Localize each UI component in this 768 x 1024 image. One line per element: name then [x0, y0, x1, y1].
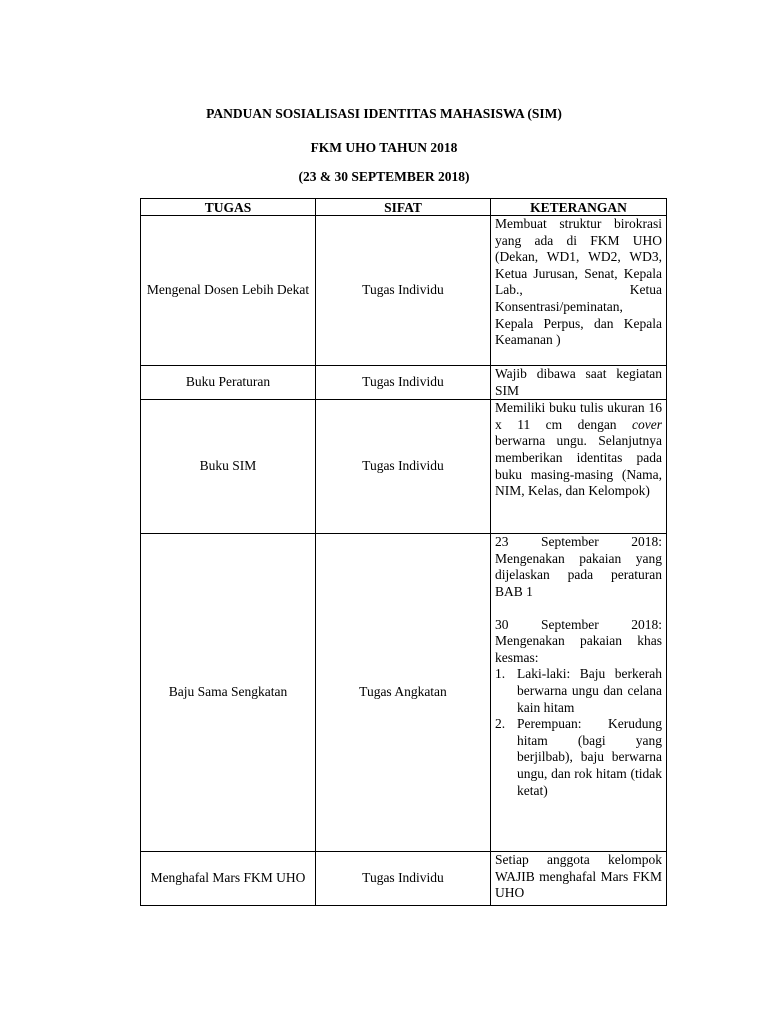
- table-row: [141, 216, 667, 366]
- document-date: (23 & 30 SEPTEMBER 2018): [298, 169, 470, 184]
- cell-sifat: Tugas Individu: [316, 852, 491, 906]
- cell-keterangan: [491, 400, 667, 534]
- cell-sifat: Tugas Individu: [316, 400, 491, 534]
- list-item: [495, 716, 662, 799]
- document-subtitle: FKM UHO TAHUN 2018: [310, 140, 458, 155]
- header-sifat: SIFAT: [316, 199, 491, 216]
- document-title: PANDUAN SOSIALISASI IDENTITAS MAHASISWA (SIM): [206, 106, 562, 121]
- keterangan-text-pre: Memiliki buku tulis ukuran 16 x 11 cm dengan: [495, 400, 662, 432]
- cell-keterangan: Setiap anggota kelompok WAJIB menghafal Mars FKM UHO: [491, 852, 667, 906]
- task-table: [140, 198, 667, 906]
- keterangan-paragraph-1: 23 September 2018: Mengenakan pakaian yang dijelaskan pada peraturan BAB 1: [495, 534, 662, 599]
- cell-tugas: Buku Peraturan: [141, 366, 316, 400]
- cell-tugas: Buku SIM: [141, 400, 316, 534]
- cell-keterangan: [491, 534, 667, 852]
- table-row: [141, 852, 667, 906]
- list-text: Perempuan: Kerudung hitam (bagi yang berjilbab), baju berwarna ungu, dan rok hitam (tidak ketat): [517, 716, 662, 798]
- cell-sifat: Tugas Individu: [316, 366, 491, 400]
- keterangan-text-post: berwarna ungu. Selanjutnya memberikan identitas pada buku masing-masing (Nama, NIM, Kelas, dan Kelompok): [495, 433, 662, 499]
- table-row: [141, 534, 667, 852]
- cell-keterangan: Wajib dibawa saat kegiatan SIM: [491, 366, 667, 400]
- list-item: [495, 666, 662, 716]
- header-tugas: TUGAS: [141, 199, 316, 216]
- cell-tugas: Baju Sama Sengkatan: [141, 534, 316, 852]
- table-row: [141, 400, 667, 534]
- cell-sifat: Tugas Individu: [316, 216, 491, 366]
- list-number: 2.: [495, 716, 506, 732]
- clothing-list: [495, 666, 662, 799]
- cell-tugas: Mengenal Dosen Lebih Dekat: [141, 216, 316, 366]
- header-keterangan: KETERANGAN: [491, 199, 667, 216]
- cell-tugas: Menghafal Mars FKM UHO: [141, 852, 316, 906]
- keterangan-paragraph-2: 30 September 2018: Mengenakan pakaian khas kesmas:: [495, 616, 662, 665]
- cell-keterangan: Membuat struktur birokrasi yang ada di FKM UHO (Dekan, WD1, WD2, WD3, Ketua Jurusan, Senat, Kepala Lab., Ketua Konsentrasi/peminatan, Kepala Perpus, dan Kepala Keamanan ): [491, 216, 667, 366]
- keterangan-text-cover: cover: [632, 416, 662, 432]
- table-row: [141, 366, 667, 400]
- cell-sifat: Tugas Angkatan: [316, 534, 491, 852]
- list-text: Laki-laki: Baju berkerah berwarna ungu dan celana kain hitam: [517, 666, 662, 715]
- list-number: 1.: [495, 666, 506, 682]
- table-header-row: [141, 199, 667, 216]
